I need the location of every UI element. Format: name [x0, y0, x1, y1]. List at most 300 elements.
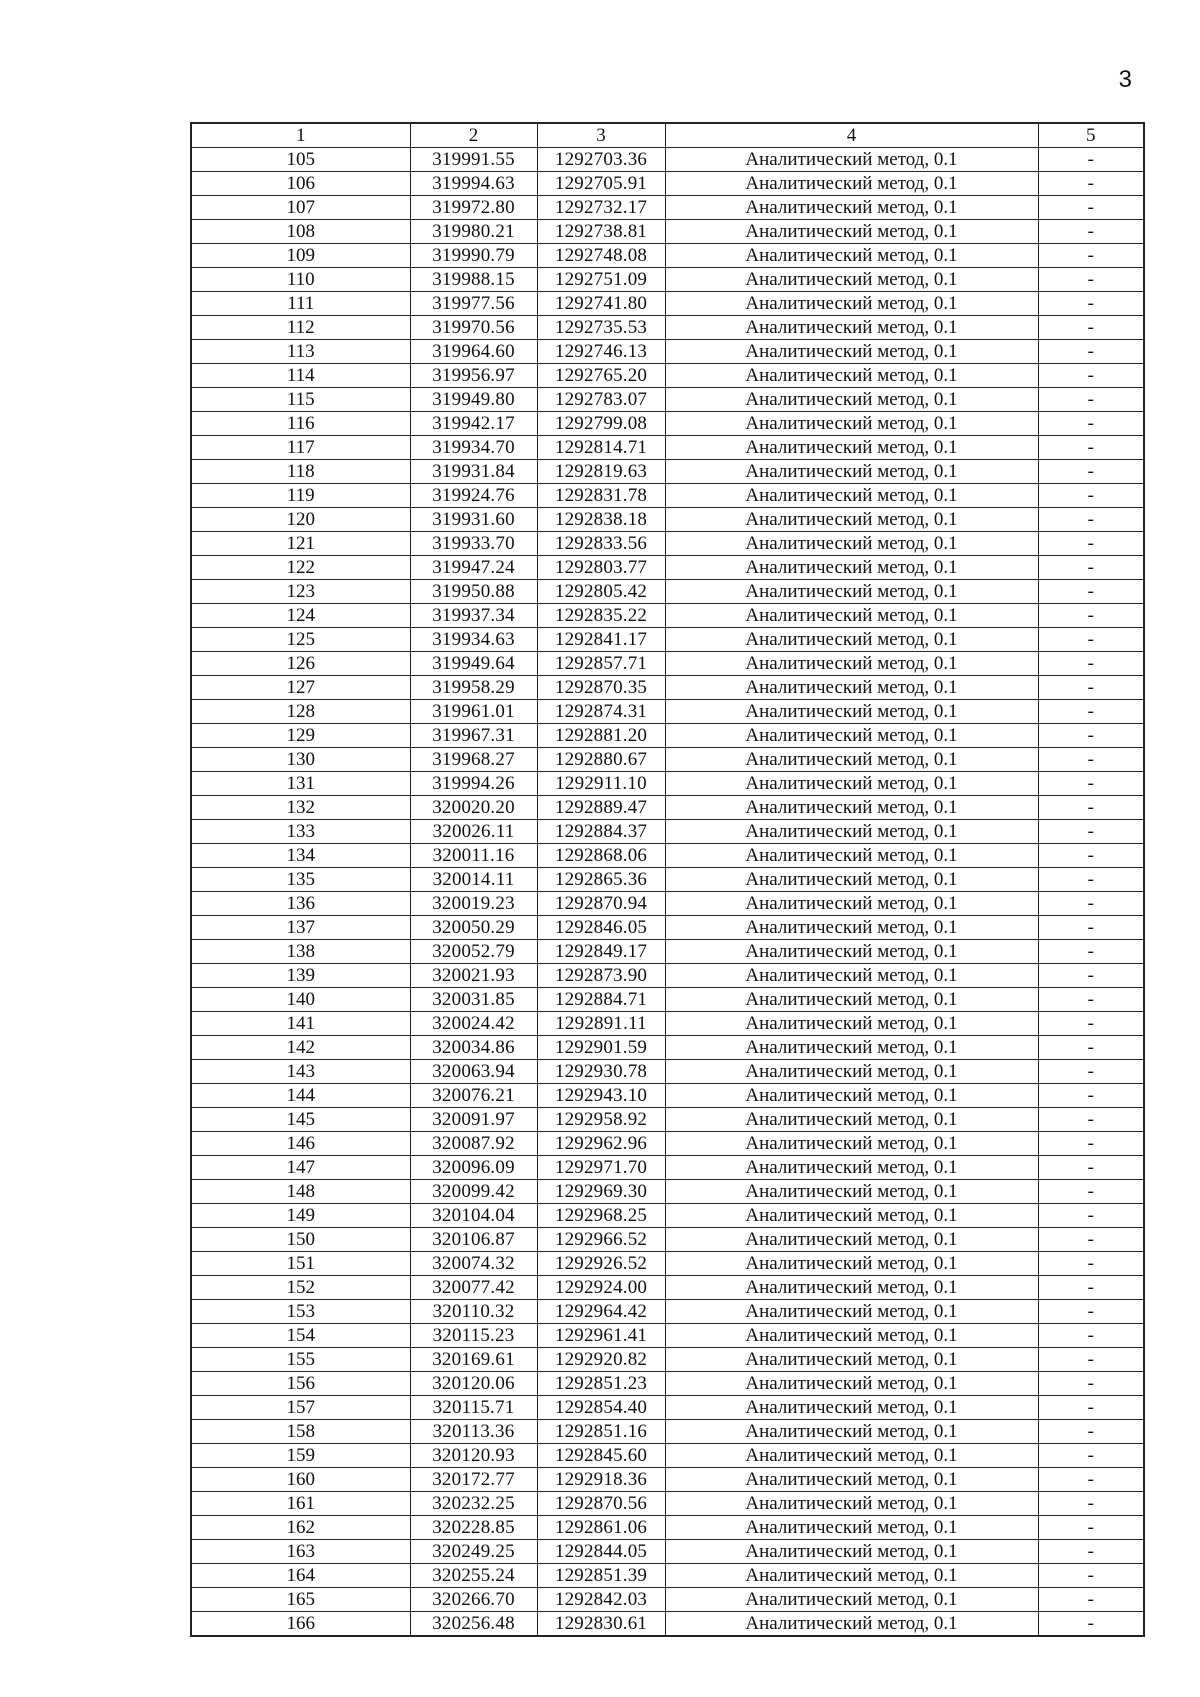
note-cell: - — [1038, 1348, 1144, 1372]
x-coordinate-cell: 319956.97 — [410, 364, 537, 388]
point-number-cell: 152 — [191, 1276, 410, 1300]
table-header-row — [191, 123, 1144, 148]
x-coordinate-cell: 319968.27 — [410, 748, 537, 772]
note-cell: - — [1038, 1372, 1144, 1396]
x-coordinate-cell: 320019.23 — [410, 892, 537, 916]
x-coordinate-cell: 320021.93 — [410, 964, 537, 988]
point-number-cell: 122 — [191, 556, 410, 580]
y-coordinate-cell: 1292814.71 — [537, 436, 665, 460]
y-coordinate-cell: 1292969.30 — [537, 1180, 665, 1204]
method-cell: Аналитический метод, 0.1 — [665, 1516, 1038, 1540]
x-coordinate-cell: 319970.56 — [410, 316, 537, 340]
point-number-cell: 109 — [191, 244, 410, 268]
note-cell: - — [1038, 1396, 1144, 1420]
table-row — [191, 1444, 1144, 1468]
method-cell: Аналитический метод, 0.1 — [665, 1252, 1038, 1276]
y-coordinate-cell: 1292842.03 — [537, 1588, 665, 1612]
y-coordinate-cell: 1292765.20 — [537, 364, 665, 388]
note-cell: - — [1038, 292, 1144, 316]
x-coordinate-cell: 320099.42 — [410, 1180, 537, 1204]
point-number-cell: 165 — [191, 1588, 410, 1612]
note-cell: - — [1038, 844, 1144, 868]
note-cell: - — [1038, 148, 1144, 172]
table-row — [191, 268, 1144, 292]
x-coordinate-cell: 320120.06 — [410, 1372, 537, 1396]
point-number-cell: 147 — [191, 1156, 410, 1180]
table-row — [191, 988, 1144, 1012]
note-cell: - — [1038, 412, 1144, 436]
x-coordinate-cell: 320034.86 — [410, 1036, 537, 1060]
y-coordinate-cell: 1292857.71 — [537, 652, 665, 676]
y-coordinate-cell: 1292746.13 — [537, 340, 665, 364]
method-cell: Аналитический метод, 0.1 — [665, 388, 1038, 412]
note-cell: - — [1038, 1108, 1144, 1132]
point-number-cell: 137 — [191, 916, 410, 940]
y-coordinate-cell: 1292833.56 — [537, 532, 665, 556]
table-row — [191, 532, 1144, 556]
point-number-cell: 124 — [191, 604, 410, 628]
method-cell: Аналитический метод, 0.1 — [665, 316, 1038, 340]
method-cell: Аналитический метод, 0.1 — [665, 940, 1038, 964]
note-cell: - — [1038, 316, 1144, 340]
x-coordinate-cell: 319934.70 — [410, 436, 537, 460]
method-cell: Аналитический метод, 0.1 — [665, 1420, 1038, 1444]
y-coordinate-cell: 1292799.08 — [537, 412, 665, 436]
point-number-cell: 141 — [191, 1012, 410, 1036]
note-cell: - — [1038, 748, 1144, 772]
header-col-5: 5 — [1038, 123, 1144, 148]
table-row — [191, 508, 1144, 532]
point-number-cell: 113 — [191, 340, 410, 364]
method-cell: Аналитический метод, 0.1 — [665, 268, 1038, 292]
x-coordinate-cell: 320096.09 — [410, 1156, 537, 1180]
note-cell: - — [1038, 1492, 1144, 1516]
y-coordinate-cell: 1292732.17 — [537, 196, 665, 220]
point-number-cell: 151 — [191, 1252, 410, 1276]
table-row — [191, 364, 1144, 388]
point-number-cell: 129 — [191, 724, 410, 748]
x-coordinate-cell: 319972.80 — [410, 196, 537, 220]
note-cell: - — [1038, 1228, 1144, 1252]
y-coordinate-cell: 1292751.09 — [537, 268, 665, 292]
x-coordinate-cell: 320106.87 — [410, 1228, 537, 1252]
y-coordinate-cell: 1292961.41 — [537, 1324, 665, 1348]
note-cell: - — [1038, 1060, 1144, 1084]
table-row — [191, 1588, 1144, 1612]
x-coordinate-cell: 319949.80 — [410, 388, 537, 412]
y-coordinate-cell: 1292819.63 — [537, 460, 665, 484]
point-number-cell: 146 — [191, 1132, 410, 1156]
table-row — [191, 1060, 1144, 1084]
y-coordinate-cell: 1292803.77 — [537, 556, 665, 580]
method-cell: Аналитический метод, 0.1 — [665, 1300, 1038, 1324]
method-cell: Аналитический метод, 0.1 — [665, 436, 1038, 460]
y-coordinate-cell: 1292846.05 — [537, 916, 665, 940]
method-cell: Аналитический метод, 0.1 — [665, 1612, 1038, 1637]
method-cell: Аналитический метод, 0.1 — [665, 772, 1038, 796]
table-row — [191, 1396, 1144, 1420]
point-number-cell: 123 — [191, 580, 410, 604]
point-number-cell: 150 — [191, 1228, 410, 1252]
x-coordinate-cell: 319933.70 — [410, 532, 537, 556]
x-coordinate-cell: 319950.88 — [410, 580, 537, 604]
table-row — [191, 1468, 1144, 1492]
table-row — [191, 1492, 1144, 1516]
header-col-2: 2 — [410, 123, 537, 148]
method-cell: Аналитический метод, 0.1 — [665, 868, 1038, 892]
method-cell: Аналитический метод, 0.1 — [665, 1132, 1038, 1156]
note-cell: - — [1038, 1516, 1144, 1540]
table-row — [191, 1180, 1144, 1204]
table-row — [191, 388, 1144, 412]
note-cell: - — [1038, 1612, 1144, 1637]
point-number-cell: 145 — [191, 1108, 410, 1132]
note-cell: - — [1038, 460, 1144, 484]
y-coordinate-cell: 1292738.81 — [537, 220, 665, 244]
note-cell: - — [1038, 724, 1144, 748]
point-number-cell: 105 — [191, 148, 410, 172]
point-number-cell: 131 — [191, 772, 410, 796]
note-cell: - — [1038, 1300, 1144, 1324]
table-row — [191, 892, 1144, 916]
table-row — [191, 1204, 1144, 1228]
method-cell: Аналитический метод, 0.1 — [665, 916, 1038, 940]
x-coordinate-cell: 319931.84 — [410, 460, 537, 484]
method-cell: Аналитический метод, 0.1 — [665, 556, 1038, 580]
point-number-cell: 134 — [191, 844, 410, 868]
y-coordinate-cell: 1292884.71 — [537, 988, 665, 1012]
table-row — [191, 460, 1144, 484]
method-cell: Аналитический метод, 0.1 — [665, 244, 1038, 268]
method-cell: Аналитический метод, 0.1 — [665, 820, 1038, 844]
y-coordinate-cell: 1292703.36 — [537, 148, 665, 172]
point-number-cell: 114 — [191, 364, 410, 388]
method-cell: Аналитический метод, 0.1 — [665, 1276, 1038, 1300]
y-coordinate-cell: 1292851.23 — [537, 1372, 665, 1396]
note-cell: - — [1038, 940, 1144, 964]
point-number-cell: 127 — [191, 676, 410, 700]
point-number-cell: 160 — [191, 1468, 410, 1492]
table-row — [191, 340, 1144, 364]
point-number-cell: 157 — [191, 1396, 410, 1420]
point-number-cell: 112 — [191, 316, 410, 340]
note-cell: - — [1038, 1420, 1144, 1444]
table-row — [191, 484, 1144, 508]
x-coordinate-cell: 319991.55 — [410, 148, 537, 172]
y-coordinate-cell: 1292845.60 — [537, 1444, 665, 1468]
method-cell: Аналитический метод, 0.1 — [665, 1036, 1038, 1060]
point-number-cell: 162 — [191, 1516, 410, 1540]
method-cell: Аналитический метод, 0.1 — [665, 1060, 1038, 1084]
point-number-cell: 116 — [191, 412, 410, 436]
point-number-cell: 110 — [191, 268, 410, 292]
table-row — [191, 1228, 1144, 1252]
y-coordinate-cell: 1292838.18 — [537, 508, 665, 532]
note-cell: - — [1038, 388, 1144, 412]
note-cell: - — [1038, 340, 1144, 364]
method-cell: Аналитический метод, 0.1 — [665, 460, 1038, 484]
point-number-cell: 136 — [191, 892, 410, 916]
y-coordinate-cell: 1292943.10 — [537, 1084, 665, 1108]
x-coordinate-cell: 319977.56 — [410, 292, 537, 316]
table-row — [191, 1132, 1144, 1156]
table-row — [191, 148, 1144, 172]
x-coordinate-cell: 319934.63 — [410, 628, 537, 652]
x-coordinate-cell: 319947.24 — [410, 556, 537, 580]
table-row — [191, 1012, 1144, 1036]
x-coordinate-cell: 319994.26 — [410, 772, 537, 796]
page-number: 3 — [1118, 66, 1132, 93]
method-cell: Аналитический метод, 0.1 — [665, 964, 1038, 988]
note-cell: - — [1038, 436, 1144, 460]
method-cell: Аналитический метод, 0.1 — [665, 652, 1038, 676]
y-coordinate-cell: 1292870.56 — [537, 1492, 665, 1516]
table-row — [191, 820, 1144, 844]
y-coordinate-cell: 1292964.42 — [537, 1300, 665, 1324]
point-number-cell: 111 — [191, 292, 410, 316]
table-row — [191, 1156, 1144, 1180]
method-cell: Аналитический метод, 0.1 — [665, 604, 1038, 628]
point-number-cell: 149 — [191, 1204, 410, 1228]
table-row — [191, 172, 1144, 196]
note-cell: - — [1038, 700, 1144, 724]
x-coordinate-cell: 320113.36 — [410, 1420, 537, 1444]
note-cell: - — [1038, 532, 1144, 556]
point-number-cell: 115 — [191, 388, 410, 412]
y-coordinate-cell: 1292873.90 — [537, 964, 665, 988]
point-number-cell: 142 — [191, 1036, 410, 1060]
x-coordinate-cell: 319931.60 — [410, 508, 537, 532]
method-cell: Аналитический метод, 0.1 — [665, 1564, 1038, 1588]
y-coordinate-cell: 1292783.07 — [537, 388, 665, 412]
note-cell: - — [1038, 220, 1144, 244]
x-coordinate-cell: 320249.25 — [410, 1540, 537, 1564]
header-col-1: 1 — [191, 123, 410, 148]
x-coordinate-cell: 319924.76 — [410, 484, 537, 508]
note-cell: - — [1038, 1324, 1144, 1348]
note-cell: - — [1038, 820, 1144, 844]
y-coordinate-cell: 1292865.36 — [537, 868, 665, 892]
table-row — [191, 1516, 1144, 1540]
note-cell: - — [1038, 1084, 1144, 1108]
point-number-cell: 135 — [191, 868, 410, 892]
note-cell: - — [1038, 268, 1144, 292]
x-coordinate-cell: 320076.21 — [410, 1084, 537, 1108]
y-coordinate-cell: 1292901.59 — [537, 1036, 665, 1060]
x-coordinate-cell: 319994.63 — [410, 172, 537, 196]
point-number-cell: 164 — [191, 1564, 410, 1588]
method-cell: Аналитический метод, 0.1 — [665, 628, 1038, 652]
y-coordinate-cell: 1292968.25 — [537, 1204, 665, 1228]
table-row — [191, 1108, 1144, 1132]
method-cell: Аналитический метод, 0.1 — [665, 340, 1038, 364]
note-cell: - — [1038, 508, 1144, 532]
method-cell: Аналитический метод, 0.1 — [665, 1348, 1038, 1372]
table-row — [191, 1276, 1144, 1300]
method-cell: Аналитический метод, 0.1 — [665, 724, 1038, 748]
table-row — [191, 196, 1144, 220]
x-coordinate-cell: 320031.85 — [410, 988, 537, 1012]
note-cell: - — [1038, 1156, 1144, 1180]
point-number-cell: 118 — [191, 460, 410, 484]
note-cell: - — [1038, 868, 1144, 892]
y-coordinate-cell: 1292881.20 — [537, 724, 665, 748]
note-cell: - — [1038, 580, 1144, 604]
y-coordinate-cell: 1292880.67 — [537, 748, 665, 772]
point-number-cell: 128 — [191, 700, 410, 724]
method-cell: Аналитический метод, 0.1 — [665, 1084, 1038, 1108]
note-cell: - — [1038, 1132, 1144, 1156]
x-coordinate-cell: 320110.32 — [410, 1300, 537, 1324]
method-cell: Аналитический метод, 0.1 — [665, 364, 1038, 388]
y-coordinate-cell: 1292889.47 — [537, 796, 665, 820]
x-coordinate-cell: 319988.15 — [410, 268, 537, 292]
y-coordinate-cell: 1292971.70 — [537, 1156, 665, 1180]
note-cell: - — [1038, 604, 1144, 628]
y-coordinate-cell: 1292805.42 — [537, 580, 665, 604]
table-row — [191, 604, 1144, 628]
x-coordinate-cell: 319961.01 — [410, 700, 537, 724]
y-coordinate-cell: 1292831.78 — [537, 484, 665, 508]
table-row — [191, 244, 1144, 268]
note-cell: - — [1038, 628, 1144, 652]
method-cell: Аналитический метод, 0.1 — [665, 676, 1038, 700]
table-row — [191, 1564, 1144, 1588]
y-coordinate-cell: 1292918.36 — [537, 1468, 665, 1492]
y-coordinate-cell: 1292835.22 — [537, 604, 665, 628]
x-coordinate-cell: 319980.21 — [410, 220, 537, 244]
x-coordinate-cell: 320024.42 — [410, 1012, 537, 1036]
x-coordinate-cell: 320266.70 — [410, 1588, 537, 1612]
y-coordinate-cell: 1292874.31 — [537, 700, 665, 724]
table-row — [191, 1420, 1144, 1444]
point-number-cell: 130 — [191, 748, 410, 772]
x-coordinate-cell: 320091.97 — [410, 1108, 537, 1132]
y-coordinate-cell: 1292851.39 — [537, 1564, 665, 1588]
table-row — [191, 316, 1144, 340]
method-cell: Аналитический метод, 0.1 — [665, 1588, 1038, 1612]
x-coordinate-cell: 320063.94 — [410, 1060, 537, 1084]
y-coordinate-cell: 1292868.06 — [537, 844, 665, 868]
y-coordinate-cell: 1292924.00 — [537, 1276, 665, 1300]
method-cell: Аналитический метод, 0.1 — [665, 220, 1038, 244]
point-number-cell: 163 — [191, 1540, 410, 1564]
table-row — [191, 964, 1144, 988]
note-cell: - — [1038, 1012, 1144, 1036]
point-number-cell: 148 — [191, 1180, 410, 1204]
note-cell: - — [1038, 1444, 1144, 1468]
note-cell: - — [1038, 772, 1144, 796]
table-row — [191, 868, 1144, 892]
y-coordinate-cell: 1292884.37 — [537, 820, 665, 844]
point-number-cell: 106 — [191, 172, 410, 196]
y-coordinate-cell: 1292841.17 — [537, 628, 665, 652]
note-cell: - — [1038, 172, 1144, 196]
method-cell: Аналитический метод, 0.1 — [665, 1012, 1038, 1036]
y-coordinate-cell: 1292926.52 — [537, 1252, 665, 1276]
table-row — [191, 1036, 1144, 1060]
point-number-cell: 143 — [191, 1060, 410, 1084]
method-cell: Аналитический метод, 0.1 — [665, 292, 1038, 316]
table-row — [191, 1348, 1144, 1372]
method-cell: Аналитический метод, 0.1 — [665, 580, 1038, 604]
note-cell: - — [1038, 796, 1144, 820]
table-row — [191, 412, 1144, 436]
note-cell: - — [1038, 484, 1144, 508]
table-row — [191, 1300, 1144, 1324]
method-cell: Аналитический метод, 0.1 — [665, 532, 1038, 556]
x-coordinate-cell: 319967.31 — [410, 724, 537, 748]
table-row — [191, 724, 1144, 748]
x-coordinate-cell: 320077.42 — [410, 1276, 537, 1300]
y-coordinate-cell: 1292735.53 — [537, 316, 665, 340]
x-coordinate-cell: 320020.20 — [410, 796, 537, 820]
header-col-4: 4 — [665, 123, 1038, 148]
y-coordinate-cell: 1292748.08 — [537, 244, 665, 268]
method-cell: Аналитический метод, 0.1 — [665, 508, 1038, 532]
y-coordinate-cell: 1292870.35 — [537, 676, 665, 700]
x-coordinate-cell: 320074.32 — [410, 1252, 537, 1276]
method-cell: Аналитический метод, 0.1 — [665, 484, 1038, 508]
method-cell: Аналитический метод, 0.1 — [665, 1324, 1038, 1348]
method-cell: Аналитический метод, 0.1 — [665, 892, 1038, 916]
x-coordinate-cell: 319964.60 — [410, 340, 537, 364]
table-row — [191, 916, 1144, 940]
note-cell: - — [1038, 1564, 1144, 1588]
y-coordinate-cell: 1292741.80 — [537, 292, 665, 316]
x-coordinate-cell: 319942.17 — [410, 412, 537, 436]
x-coordinate-cell: 320255.24 — [410, 1564, 537, 1588]
point-number-cell: 158 — [191, 1420, 410, 1444]
table-row — [191, 1324, 1144, 1348]
note-cell: - — [1038, 364, 1144, 388]
method-cell: Аналитический метод, 0.1 — [665, 1156, 1038, 1180]
note-cell: - — [1038, 988, 1144, 1012]
y-coordinate-cell: 1292851.16 — [537, 1420, 665, 1444]
y-coordinate-cell: 1292844.05 — [537, 1540, 665, 1564]
table-row — [191, 1612, 1144, 1637]
y-coordinate-cell: 1292911.10 — [537, 772, 665, 796]
method-cell: Аналитический метод, 0.1 — [665, 796, 1038, 820]
note-cell: - — [1038, 652, 1144, 676]
note-cell: - — [1038, 1252, 1144, 1276]
note-cell: - — [1038, 1036, 1144, 1060]
y-coordinate-cell: 1292870.94 — [537, 892, 665, 916]
x-coordinate-cell: 320026.11 — [410, 820, 537, 844]
method-cell: Аналитический метод, 0.1 — [665, 988, 1038, 1012]
note-cell: - — [1038, 1540, 1144, 1564]
coordinates-table — [190, 122, 1145, 1637]
x-coordinate-cell: 320228.85 — [410, 1516, 537, 1540]
method-cell: Аналитический метод, 0.1 — [665, 196, 1038, 220]
y-coordinate-cell: 1292861.06 — [537, 1516, 665, 1540]
method-cell: Аналитический метод, 0.1 — [665, 1468, 1038, 1492]
y-coordinate-cell: 1292854.40 — [537, 1396, 665, 1420]
table-row — [191, 628, 1144, 652]
method-cell: Аналитический метод, 0.1 — [665, 700, 1038, 724]
point-number-cell: 120 — [191, 508, 410, 532]
note-cell: - — [1038, 892, 1144, 916]
y-coordinate-cell: 1292830.61 — [537, 1612, 665, 1637]
point-number-cell: 117 — [191, 436, 410, 460]
note-cell: - — [1038, 1180, 1144, 1204]
table-row — [191, 436, 1144, 460]
table-row — [191, 1084, 1144, 1108]
table-body — [191, 148, 1144, 1637]
table-row — [191, 676, 1144, 700]
table-row — [191, 940, 1144, 964]
method-cell: Аналитический метод, 0.1 — [665, 1396, 1038, 1420]
